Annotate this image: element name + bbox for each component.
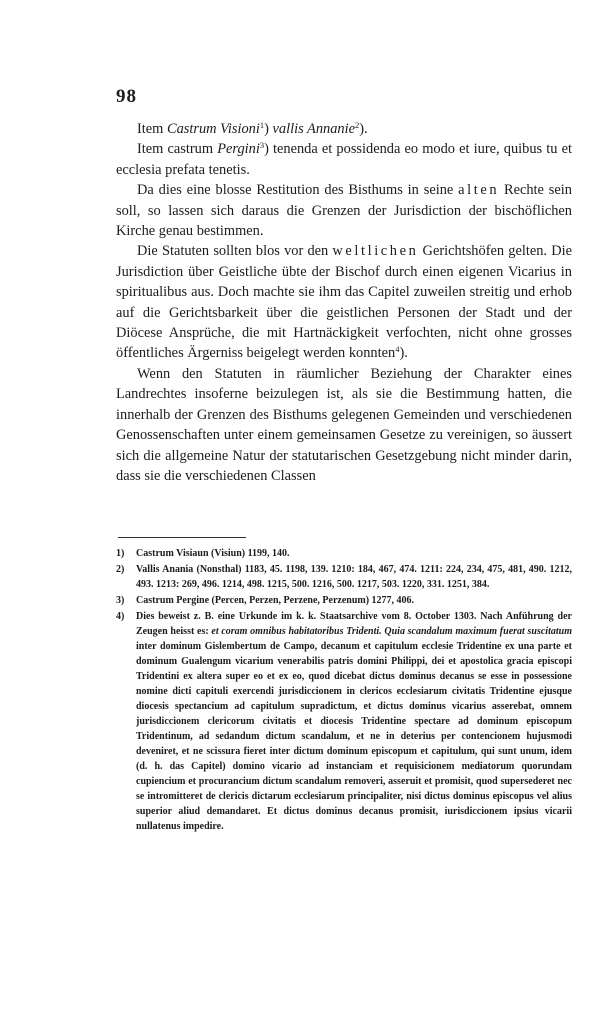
- footnotes: [116, 546, 572, 835]
- footnote-text: [136, 593, 572, 608]
- text-run: Item castrum: [137, 141, 218, 158]
- text-run: Wenn den Statuten in räumlicher Beziehung der Charakter eines Landrechtes insoferne beizulegen ist, als sie die Bestimmung hatten, die innerhalb der Grenzen des Bisthums gelegenen Gemeinden und verschiedenen Genossenschaften unter einem gemeinsamen Gesetze zu vereinigen, so äussert sich die allgemeine Natur der statutarischen Gesetzgebung nicht minder darin, dass sie die verschiedenen Classen: [116, 365, 572, 484]
- footnote-mark: 3): [116, 595, 125, 606]
- text-run: Castrum Pergine (Percen, Perzen, Perzene, Perzenum) 1277, 406.: [136, 595, 415, 606]
- footnote: [116, 546, 572, 561]
- footnote-divider: [118, 537, 246, 538]
- footnote: [116, 593, 572, 608]
- text-run: Gerichtshöfen gelten. Die Jurisdiction über Geistliche übte der Bischof durch einen eigenen Vicarius in spiritualibus aus. Doch machte sie ihm das Capitel zuweilen streitig und erhob auf die Gerichtsbarkeit über die geistlichen Personen der Stadt und der Diöcese Ansprüche, die mit Hartnäckigkeit verfochten, nicht ohne grosses öffentliches Ärgerniss beigelegt werden konnten: [116, 243, 572, 362]
- text-run: ) tenenda et possidenda eo modo et iure, quibus tu et ecclesia prefata tenetis.: [116, 141, 572, 178]
- italic-text: Pergini: [217, 141, 260, 158]
- footnote-text: [136, 562, 572, 592]
- footnote-mark: 2): [116, 564, 125, 575]
- italic-text: et coram omnibus habitatoribus Tridenti. Quia scandalum maximum fuerat suscitatum: [211, 626, 572, 637]
- text-run: Vallis Anania (Nonsthal) 1183, 45. 1198, 139. 1210: 184, 467, 474. 1211: 224, 234, 475, 481, 490. 1212, 493. 1213: 269, 496. 1214, 498. 1215, 500. 1216, 500. 1217, 503. 1220, 331. 1251, 384.: [136, 564, 572, 590]
- footnote-ref: 2: [355, 120, 360, 130]
- footnote-mark: 1): [116, 548, 125, 559]
- paragraph: [116, 180, 572, 241]
- paragraph: [116, 241, 572, 363]
- page-number: 98: [116, 86, 137, 107]
- footnote-ref: 4: [395, 344, 400, 355]
- footnote-mark: 4): [116, 611, 125, 622]
- spaced-emphasis: alten: [458, 182, 500, 199]
- footnote-text: [136, 546, 572, 561]
- footnote-ref: 3: [259, 140, 265, 151]
- spaced-emphasis: weltlichen: [332, 243, 419, 260]
- text-run: ): [264, 121, 273, 137]
- paragraph: [116, 139, 572, 180]
- text-run: Dies beweist z. B. eine Urkunde im k. k. Staatsarchive vom 8. October 1303. Nach Anführung der Zeugen heisst es:: [136, 611, 572, 637]
- text-run: ).: [399, 345, 408, 362]
- text-run: Rechte sein soll, so lassen sich daraus die Grenzen der Jurisdiction der bischöflichen Kirche genau bestimmen.: [116, 182, 572, 240]
- body-text: [116, 119, 572, 486]
- footnote: [116, 609, 572, 834]
- paragraph: [116, 119, 572, 139]
- text-run: Item: [137, 121, 167, 137]
- footnote: [116, 562, 572, 592]
- text-run: Da dies eine blosse Restitution des Bisthums in seine: [137, 182, 459, 199]
- italic-text: vallis Annanie: [272, 121, 355, 137]
- footnote-text: [136, 609, 572, 834]
- text-run: Castrum Visiaun (Visiun) 1199, 140.: [136, 548, 290, 559]
- text-run: Die Statuten sollten blos vor den: [137, 243, 333, 260]
- footnote-ref: 1: [259, 120, 265, 130]
- text-run: inter dominum Gislembertum de Campo, decanum et capitulum ecclesie Tridentine ex una parte et dominum Gualengum vicarium venerabilis patris domini Philippi, dei et apostolica gracia episcopi Tridentini ex altera super eo et ex eo, quod dicebat dictus dominus decanus se esse in possessione nomine dicti capituli exercendi jurisdiccionem in clericos ecclesiarum civitatis Tridentine ejusque diocesis spectancium ad capitulum supradictum, et dictus dominus vicarius asserebat, omnem jurisdiccionem clericorum civitatis et diocesis Tridentine spectare ad dominum episcopum Tridentinum, ad sedandum dictum scandalum, et ne in deterius per contencionem hujusmodi deveniret, et ne scissura fieret inter dictum dominum episcopum et capitulum, qui sunt unum, idem (d. h. das Capitel) domino vicario ad instanciam et requisicionem mediatorum quorundam cupiencium et procurancium dictum scandalum removeri, asseruit et promisit, quod supersederet nec se intromitteret de clericis dictarum ecclesiarum principaliter, nisi dictus dominus episcopus vel alius superior aliud demandaret. Et dictus dominus decanus promisit, iurisdiccionem ipsius vicarii nullatenus impedire.: [136, 641, 572, 832]
- paragraph: [116, 364, 572, 486]
- text-run: ).: [359, 121, 368, 137]
- italic-text: Castrum Visioni: [166, 121, 260, 137]
